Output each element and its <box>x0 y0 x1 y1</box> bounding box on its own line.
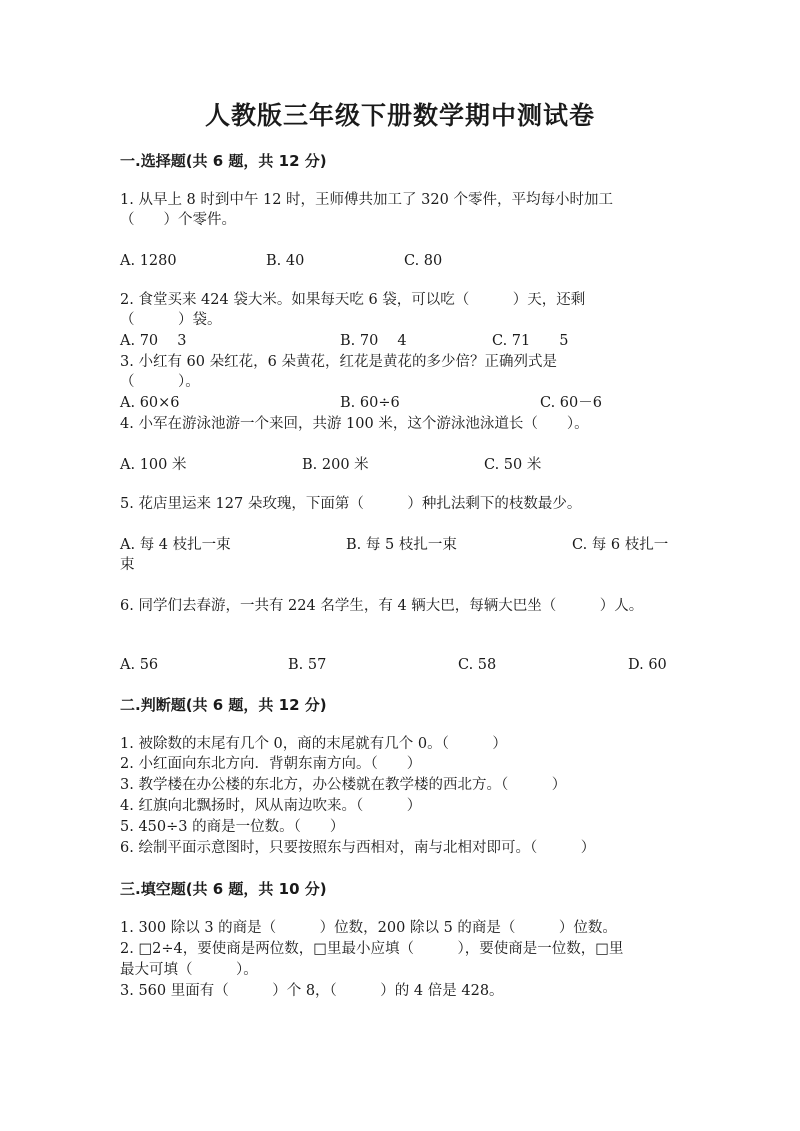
judgment-item-6: 6. 绘制平面示意图时，只要按照东与西相对，南与北相对即可。（ ） <box>120 840 596 856</box>
fill-in-item-1: 1. 300 除以 3 的商是（ ）位数，200 除以 5 的商是（ ）位数。 <box>120 920 617 936</box>
question-6-option-d: D. 60 <box>628 657 667 673</box>
question-5-option-c-wrap: 束 <box>120 557 135 573</box>
question-6-option-a: A. 56 <box>120 657 159 673</box>
question-5-option-a: A. 每 4 枝扎一束 <box>120 537 231 553</box>
section-heading-judgment: 二.判断题(共 6 题，共 12 分) <box>120 696 327 714</box>
judgment-item-3: 3. 教学楼在办公楼的东北方，办公楼就在教学楼的西北方。（ ） <box>120 777 567 793</box>
question-1-line1: 1. 从早上 8 时到中午 12 时，王师傅共加工了 320 个零件，平均每小时加工 <box>120 192 613 208</box>
question-3-option-c: C. 60－6 <box>540 395 602 411</box>
question-2-line1: 2. 食堂买来 424 袋大米。如果每天吃 6 袋，可以吃（ ）天，还剩 <box>120 292 586 308</box>
question-6-line1: 6. 同学们去春游，一共有 224 名学生，有 4 辆大巴，每辆大巴坐（ ）人。 <box>120 598 644 614</box>
question-3-option-a: A. 60×6 <box>120 395 180 411</box>
question-4-option-c: C. 50 米 <box>484 457 542 473</box>
question-3-option-b: B. 60÷6 <box>340 395 400 411</box>
question-1-option-c: C. 80 <box>404 253 443 269</box>
question-5-option-c: C. 每 6 枝扎一 <box>572 537 669 553</box>
question-1-option-a: A. 1280 <box>120 253 177 269</box>
fill-in-item-3: 3. 560 里面有（ ）个 8，（ ）的 4 倍是 428。 <box>120 983 504 999</box>
question-6-option-b: B. 57 <box>288 657 327 673</box>
question-1-option-b: B. 40 <box>266 253 305 269</box>
question-3-line2: （ ）。 <box>120 374 200 390</box>
question-6-option-c: C. 58 <box>458 657 497 673</box>
question-1-line2: （ ）个零件。 <box>120 212 236 228</box>
question-2-line2: （ ）袋。 <box>120 312 222 328</box>
fill-in-item-2-cont: 最大可填（ ）。 <box>120 962 258 978</box>
question-2-option-b: B. 70 4 <box>340 333 407 349</box>
section-heading-fill-in: 三.填空题(共 6 题，共 10 分) <box>120 880 327 898</box>
judgment-item-1: 1. 被除数的末尾有几个 0，商的末尾就有几个 0。（ ） <box>120 736 507 752</box>
question-2-option-a: A. 70 3 <box>120 333 187 349</box>
question-4-line1: 4. 小军在游泳池游一个来回，共游 100 米，这个游泳池泳道长（ ）。 <box>120 416 589 432</box>
judgment-item-4: 4. 红旗向北飘扬时，风从南边吹来。（ ） <box>120 798 422 814</box>
question-2-option-c: C. 71 5 <box>492 333 569 349</box>
question-3-line1: 3. 小红有 60 朵红花，6 朵黄花，红花是黄花的多少倍？正确列式是 <box>120 354 557 370</box>
judgment-item-2: 2. 小红面向东北方向．背朝东南方向。（ ） <box>120 756 422 772</box>
question-5-line1: 5. 花店里运来 127 朵玫瑰，下面第（ ）种扎法剩下的枝数最少。 <box>120 496 582 512</box>
fill-in-item-2: 2. □2÷4，要使商是两位数，□里最小应填（ ），要使商是一位数，□里 <box>120 941 624 957</box>
section-heading-choice: 一.选择题(共 6 题，共 12 分) <box>120 152 327 170</box>
question-5-option-b: B. 每 5 枝扎一束 <box>346 537 457 553</box>
page-title: 人教版三年级下册数学期中测试卷 <box>204 101 595 130</box>
question-4-option-a: A. 100 米 <box>120 457 187 473</box>
question-4-option-b: B. 200 米 <box>302 457 369 473</box>
judgment-item-5: 5. 450÷3 的商是一位数。（ ） <box>120 819 345 835</box>
